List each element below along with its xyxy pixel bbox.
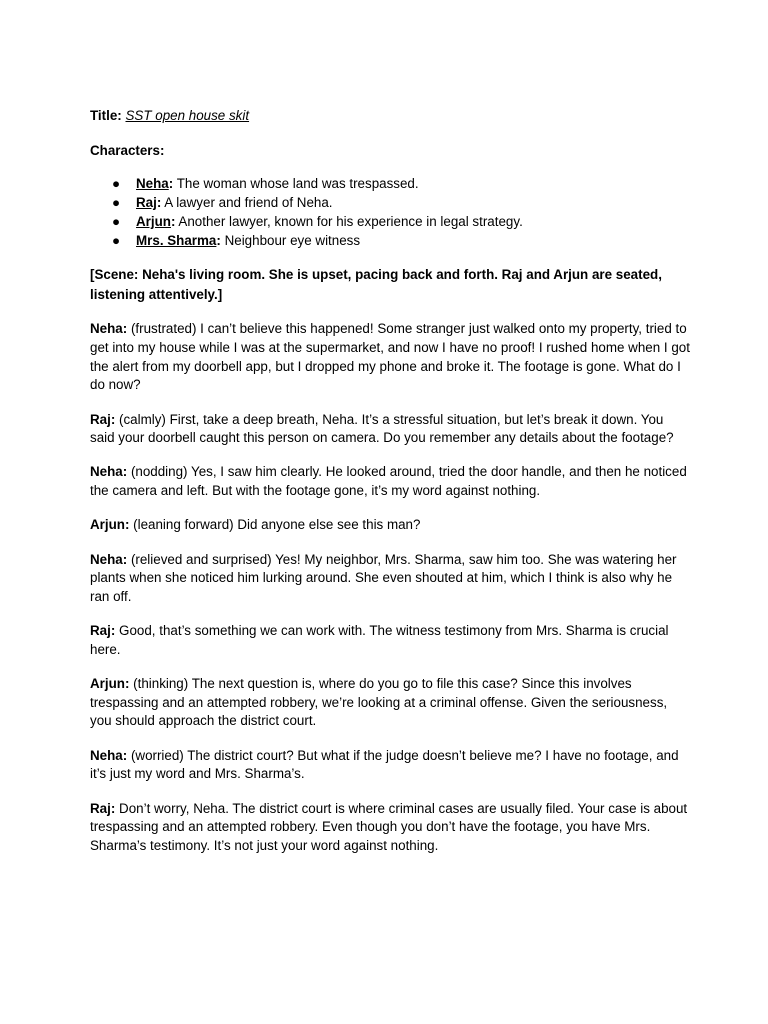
- dialogue-line: [90, 320, 690, 395]
- speaker: Neha:: [90, 464, 128, 480]
- bullet-icon: ●: [112, 232, 121, 248]
- dialogue-text: (frustrated) I can’t believe this happened! Some stranger just walked onto my property, tried to get into my house while I was at the supermarket, and now I have no proof! I rushed home when I got the alert from my doorbell app, but I dropped my phone and broke it. The footage is gone. What do I do now?: [90, 321, 690, 393]
- scene-direction: [Scene: Neha's living room. She is upset, pacing back and forth. Raj and Arjun are seated, listening attentively.]: [90, 267, 662, 303]
- character-item: ● Raj: A lawyer and friend of Neha.: [90, 194, 690, 213]
- dialogue-line: [90, 551, 690, 607]
- speaker: Arjun:: [90, 676, 130, 692]
- speaker: Raj:: [90, 623, 116, 639]
- bullet-icon: ●: [112, 176, 121, 192]
- character-name: Raj: [136, 195, 157, 211]
- characters-heading: Characters:: [90, 142, 165, 158]
- dialogue-line: [90, 675, 690, 731]
- character-name: Neha: [136, 176, 169, 192]
- characters-list: [90, 175, 690, 250]
- dialogue-text: (nodding) Yes, I saw him clearly. He looked around, tried the door handle, and then he noticed the camera and left. But with the footage gone, it’s my word against nothing.: [90, 464, 687, 499]
- title-value: SST open house skit: [125, 108, 250, 123]
- dialogue-text: (leaning forward) Did anyone else see this man?: [129, 517, 421, 533]
- title-label: Title:: [90, 108, 122, 123]
- character-desc: The woman whose land was trespassed.: [173, 176, 419, 192]
- speaker: Raj:: [90, 411, 116, 427]
- speaker: Neha:: [90, 551, 128, 567]
- character-desc: Another lawyer, known for his experience in legal strategy.: [175, 213, 523, 229]
- dialogue-text: Good, that’s something we can work with. The witness testimony from Mrs. Sharma is crucial here.: [90, 623, 669, 657]
- dialogue-line: [90, 411, 690, 448]
- character-name: Mrs. Sharma: [136, 232, 217, 248]
- dialogue-line: [90, 747, 690, 784]
- dialogue-line: [90, 516, 690, 535]
- dialogue-text: (calmly) First, take a deep breath, Neha. It’s a stressful situation, but let’s break it down. You said your doorbell caught this person on camera. Do you remember any details about the footage?: [90, 411, 674, 446]
- speaker: Neha:: [90, 321, 128, 337]
- character-desc: Neighbour eye witness: [220, 232, 361, 248]
- dialogue-line: [90, 800, 690, 856]
- character-item: ● Mrs. Sharma: Neighbour eye witness: [90, 232, 690, 251]
- bullet-icon: ●: [112, 195, 121, 211]
- bullet-icon: ●: [112, 213, 121, 229]
- character-item: ● Arjun: Another lawyer, known for his experience in legal strategy.: [90, 213, 690, 232]
- dialogue-text: (relieved and surprised) Yes! My neighbor, Mrs. Sharma, saw him too. She was watering her plants when she noticed him lurking around. She even shouted at him, which I think is also why he ran off.: [90, 551, 677, 604]
- speaker: Neha:: [90, 747, 128, 763]
- character-item: ● Neha: The woman whose land was trespassed.: [90, 175, 690, 194]
- dialogue-text: (thinking) The next question is, where do you go to file this case? Since this involves trespassing and an attempted robbery, we’re looking at a criminal offense. Given the seriousness, you should approach the district court.: [90, 676, 668, 729]
- speaker: Raj:: [90, 800, 116, 816]
- document-body: [90, 107, 690, 871]
- dialogue-line: [90, 622, 690, 659]
- title-line: [90, 107, 690, 126]
- speaker: Arjun:: [90, 517, 130, 533]
- character-desc: A lawyer and friend of Neha.: [161, 195, 333, 211]
- dialogue-text: Don’t worry, Neha. The district court is where criminal cases are usually filed. Your case is about trespassing and an attempted robbery. Even though you don’t have the footage, you have Mrs. Sharma’s testimony. It’s not just your word against nothing.: [90, 800, 688, 853]
- dialogue-text: (worried) The district court? But what if the judge doesn’t believe me? I have no footage, and it’s just my word and Mrs. Sharma’s.: [90, 747, 679, 782]
- dialogue-line: [90, 463, 690, 500]
- character-name: Arjun: [136, 213, 171, 229]
